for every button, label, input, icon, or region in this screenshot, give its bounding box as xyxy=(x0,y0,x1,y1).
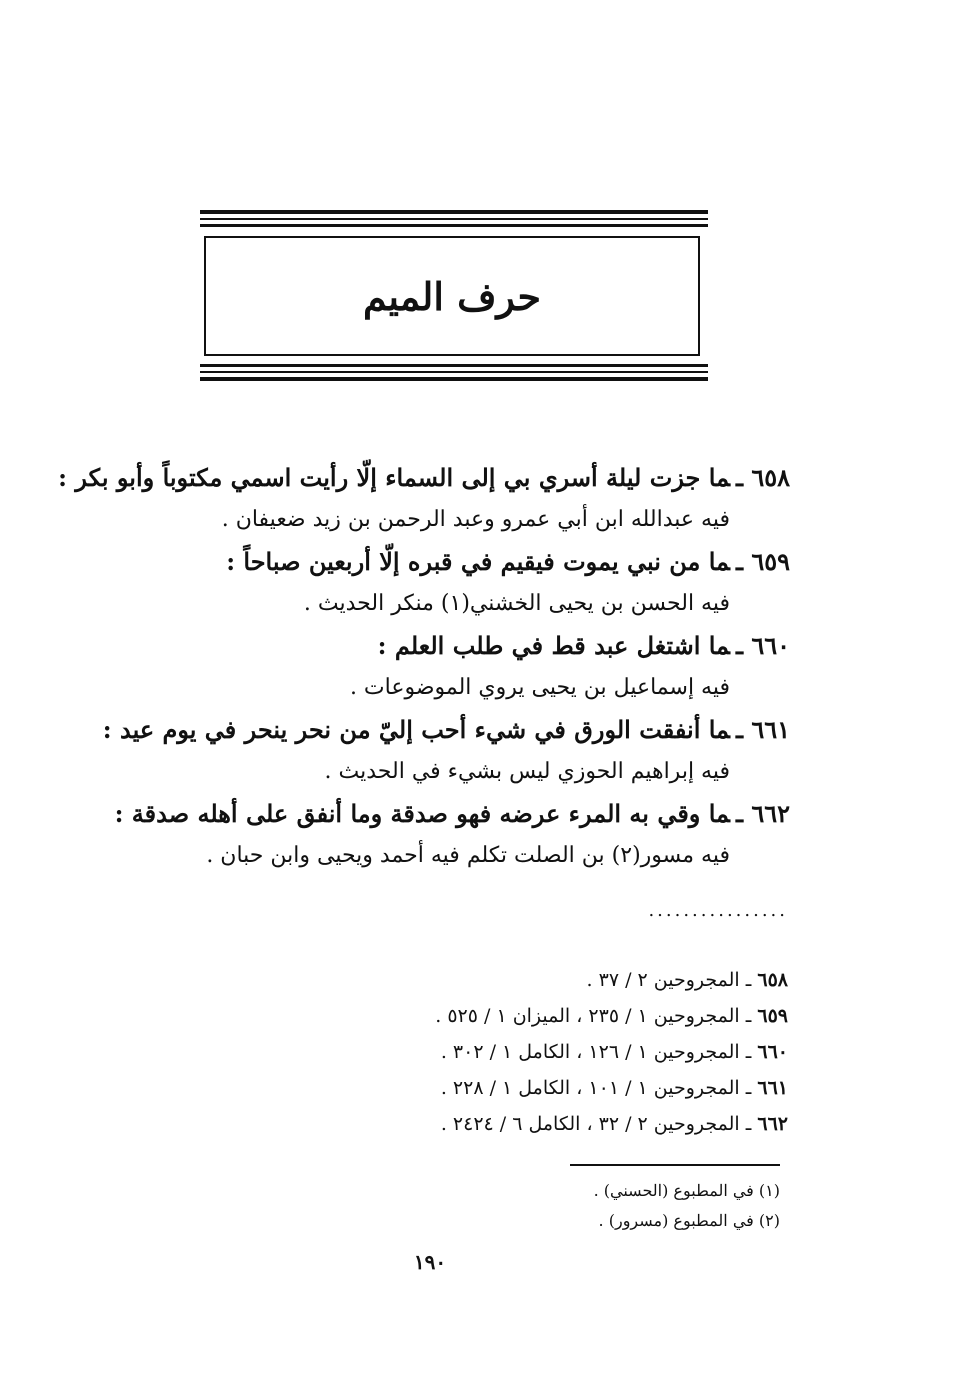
source-text: ـ المجروحين ١ / ٢٣٥ ، الميزان ١ / ٥٢٥ . xyxy=(435,1005,752,1027)
entry-note: فيه إبراهيم الحوزي ليس بشيء في الحديث . xyxy=(324,759,730,784)
footnote: (١) في المطبوع (الحسني) . xyxy=(593,1181,780,1200)
entry-number: ٦٦١ ـ xyxy=(735,715,790,744)
entry-text: ما جزت ليلة أسري بي إلى السماء إلّا رأيت اسمي مكتوباً وأبو بكر : xyxy=(58,463,730,492)
title-rule-top-thin xyxy=(200,218,708,220)
title-rule-bottom-thin xyxy=(200,371,708,373)
source-number: ٦٦١ xyxy=(757,1077,788,1099)
source-number: ٦٥٩ xyxy=(757,1005,788,1027)
hadith-entry xyxy=(100,542,790,582)
entry-text: ما من نبي يموت فيقيم في قبره إلّا أربعين صباحاً : xyxy=(226,547,730,576)
source-line xyxy=(380,1070,788,1106)
source-text: ـ المجروحين ١ / ١٢٦ ، الكامل ١ / ٣٠٢ . xyxy=(440,1041,752,1063)
dotted-separator: ................ xyxy=(648,900,788,921)
source-number: ٦٦٢ xyxy=(757,1113,788,1135)
page-number: ١٩٠ xyxy=(413,1250,447,1274)
chapter-title: حرف الميم xyxy=(363,273,541,319)
source-line xyxy=(380,1106,788,1142)
footnotes xyxy=(480,1176,780,1236)
entry-text: ما وقي به المرء عرضه فهو صدقة وما أنفق على أهله صدقة : xyxy=(114,799,730,828)
entry-note: فيه مسور(٢) بن الصلت تكلم فيه أحمد ويحيى وابن حبان . xyxy=(206,843,730,868)
source-text: ـ المجروحين ٢ / ٣٢ ، الكامل ٦ / ٢٤٢٤ . xyxy=(440,1113,752,1135)
source-line xyxy=(380,1034,788,1070)
title-rule-top xyxy=(200,210,708,214)
hadith-entries xyxy=(58,458,790,878)
title-rule-bottom xyxy=(200,377,708,381)
entry-text: ما أنفقت الورق في شيء أحب إليّ من نحر ينحر في يوم عيد : xyxy=(102,715,730,744)
hadith-entry xyxy=(58,458,790,498)
source-line xyxy=(380,998,788,1034)
entry-number: ٦٦٢ ـ xyxy=(735,799,790,828)
source-line xyxy=(380,962,788,998)
footnote-rule xyxy=(570,1164,780,1166)
source-text: ـ المجروحين ٢ / ٣٧ . xyxy=(586,969,752,991)
entry-note: فيه عبدالله ابن أبي عمرو وعبد الرحمن بن زيد ضعيفان . xyxy=(221,507,730,532)
entry-number: ٦٥٩ ـ xyxy=(735,547,790,576)
entry-number: ٦٥٨ ـ xyxy=(735,463,790,492)
hadith-entry xyxy=(100,626,790,666)
hadith-entry xyxy=(100,794,790,834)
source-text: ـ المجروحين ١ / ١٠١ ، الكامل ١ / ٢٢٨ . xyxy=(440,1077,752,1099)
footnote: (٢) في المطبوع (مسرور) . xyxy=(598,1211,780,1230)
title-rule-top-inner xyxy=(200,224,708,227)
entry-number: ٦٦٠ ـ xyxy=(735,631,790,660)
source-number: ٦٥٨ xyxy=(757,969,788,991)
source-references xyxy=(380,962,788,1142)
title-rule-bottom-inner xyxy=(200,364,708,367)
entry-note: فيه الحسن بن يحيى الخشني(١) منكر الحديث . xyxy=(303,591,730,616)
hadith-entry xyxy=(100,710,790,750)
entry-note: فيه إسماعيل بن يحيى يروي الموضوعات . xyxy=(349,675,730,700)
entry-text: ما اشتغل عبد قط في طلب العلم : xyxy=(377,631,730,660)
source-number: ٦٦٠ xyxy=(757,1041,788,1063)
